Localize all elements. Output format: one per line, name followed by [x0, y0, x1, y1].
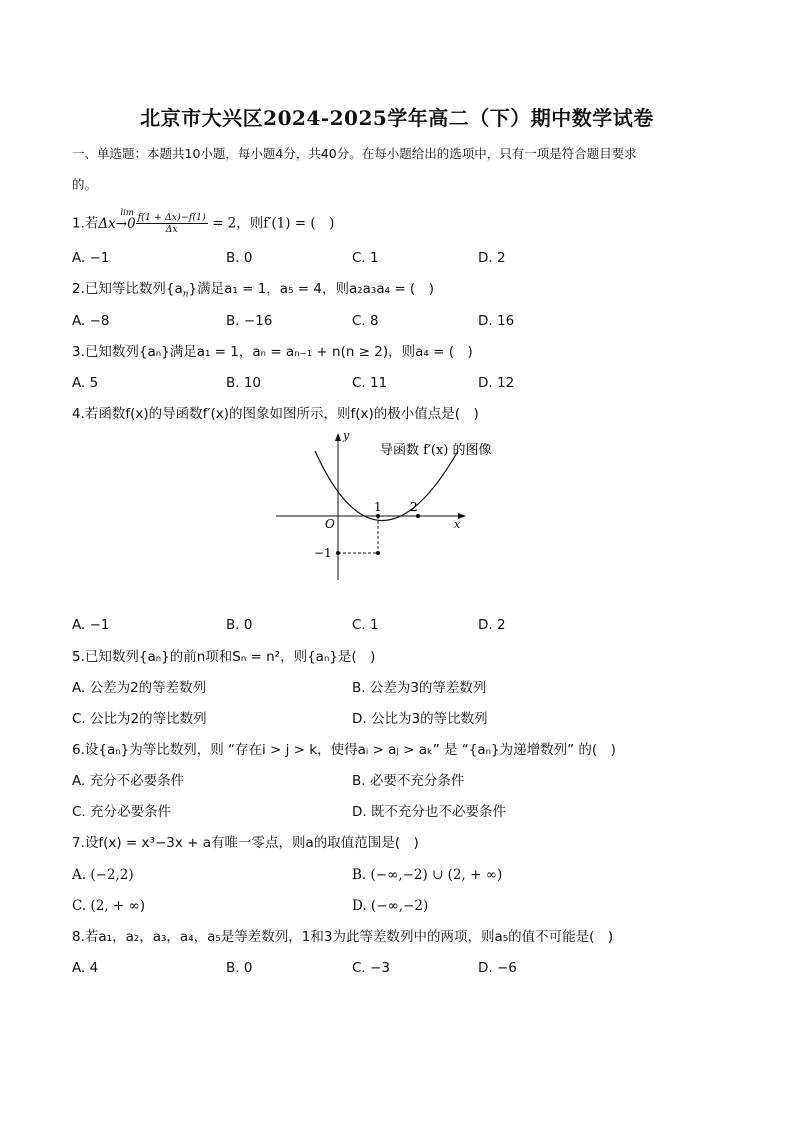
- question-8: 8.若a₁，a₂，a₃，a₄，a₅是等差数列，1和3为此等差数列中的两项，则a₅的值不可能是( ): [72, 929, 614, 945]
- q2-option-b[interactable]: B. −16: [226, 313, 273, 329]
- q7-option-b[interactable]: B. (−∞,−2) ∪ (2, + ∞): [352, 867, 503, 883]
- q1-option-b[interactable]: B. 0: [226, 250, 253, 266]
- q6-option-d[interactable]: D. 既不充分也不必要条件: [352, 804, 506, 820]
- q1-option-d[interactable]: D. 2: [478, 250, 506, 266]
- q2-option-c[interactable]: C. 8: [352, 313, 379, 329]
- q3-option-d[interactable]: D. 12: [478, 375, 515, 391]
- q5-option-c[interactable]: C. 公比为2的等比数列: [72, 711, 207, 727]
- q8-option-c[interactable]: C. −3: [352, 960, 390, 976]
- q4-option-c[interactable]: C. 1: [352, 617, 379, 633]
- question-1-prefix: 1.若: [72, 215, 99, 232]
- q3-option-c[interactable]: C. 11: [352, 375, 388, 391]
- question-6: 6.设{aₙ}为等比数列，则 “存在i > j > k，使得aᵢ > aⱼ > aₖ” 是 “{aₙ}为递增数列” 的( ): [72, 742, 616, 758]
- y-axis-arrow-icon: [335, 433, 341, 441]
- point-x2: [416, 514, 420, 518]
- point-x1: [376, 514, 380, 518]
- q6-option-b[interactable]: B. 必要不充分条件: [352, 773, 465, 789]
- y-label: y: [343, 429, 350, 442]
- question-1-rest: = 2，则f′(1) = ( ): [212, 215, 335, 232]
- tick-label-1: 1: [374, 500, 382, 514]
- point-vertex: [376, 551, 380, 555]
- q7-option-d[interactable]: D. (−∞,−2): [352, 898, 429, 914]
- question-4: 4.若函数f(x)的导函数f′(x)的图象如图所示，则f(x)的极小值点是( ): [72, 406, 479, 422]
- x-label: x: [454, 518, 461, 531]
- question-7: 7.设f(x) = x³−3x + a有唯一零点，则a的取值范围是( ): [72, 835, 419, 851]
- q4-option-b[interactable]: B. 0: [226, 617, 253, 633]
- question-2-text-start: 2.已知等比数列{a: [72, 281, 183, 297]
- q1-option-a[interactable]: A. −1: [72, 250, 110, 266]
- point-y-neg1: [336, 551, 340, 555]
- question-2-text-rest: 满足a₁ = 1，a₅ = 4，则a₂a₃a₄ = ( ): [197, 281, 434, 297]
- q8-option-d[interactable]: D. −6: [478, 960, 517, 976]
- tick-label-neg1: −1: [314, 546, 332, 560]
- graph-caption: 导函数 f′(x) 的图像: [380, 443, 492, 458]
- q5-option-d[interactable]: D. 公比为3的等比数列: [352, 711, 488, 727]
- q8-option-a[interactable]: A. 4: [72, 960, 99, 976]
- limit-word: lim: [120, 207, 134, 218]
- q1-option-c[interactable]: C. 1: [352, 250, 379, 266]
- q3-option-b[interactable]: B. 10: [226, 375, 262, 391]
- q7-option-c[interactable]: C. (2, + ∞): [72, 898, 145, 914]
- fraction-denominator: Δx: [165, 224, 178, 235]
- q6-option-c[interactable]: C. 充分必要条件: [72, 804, 172, 820]
- q7-option-a[interactable]: A. (−2,2): [72, 867, 134, 883]
- q8-option-b[interactable]: B. 0: [226, 960, 253, 976]
- fraction-numerator: f(1 + Δx)−f(1): [137, 212, 206, 223]
- question-1: [72, 207, 335, 235]
- limit-expression: [98, 207, 136, 233]
- limit-variable: Δx→0: [98, 215, 136, 232]
- page-title: 北京市大兴区2024-2025学年高二（下）期中数学试卷: [140, 106, 654, 130]
- q2-option-a[interactable]: A. −8: [72, 313, 110, 329]
- question-5: 5.已知数列{aₙ}的前n项和Sₙ = n²，则{aₙ}是( ): [72, 649, 376, 665]
- section-instructions-line2: 的。: [72, 177, 98, 192]
- question-3: 3.已知数列{aₙ}满足a₁ = 1，aₙ = aₙ₋₁ + n(n ≥ 2)，则a₄ = ( ): [72, 344, 473, 360]
- q6-option-a[interactable]: A. 充分不必要条件: [72, 773, 185, 789]
- q4-option-d[interactable]: D. 2: [478, 617, 506, 633]
- q3-option-a[interactable]: A. 5: [72, 375, 99, 391]
- q2-option-d[interactable]: D. 16: [478, 313, 515, 329]
- tick-label-2: 2: [410, 500, 418, 514]
- q5-option-b[interactable]: B. 公差为3的等差数列: [352, 680, 487, 696]
- fraction: [136, 212, 208, 235]
- derivative-curve: [315, 451, 458, 521]
- question-2: 2.已知等比数列$\{a_n\}$满足a₁ = 1，a₅ = 4，则a₂a₃a₄ = ( ): [72, 281, 434, 300]
- section-instructions-line1: 一、单选题：本题共10小题，每小题4分，共40分。在每小题给出的选项中，只有一项是符合题目要求: [72, 146, 637, 161]
- q4-option-a[interactable]: A. −1: [72, 617, 110, 633]
- origin-label: O: [325, 517, 335, 531]
- q5-option-a[interactable]: A. 公差为2的等差数列: [72, 680, 207, 696]
- derivative-graph: [270, 425, 530, 590]
